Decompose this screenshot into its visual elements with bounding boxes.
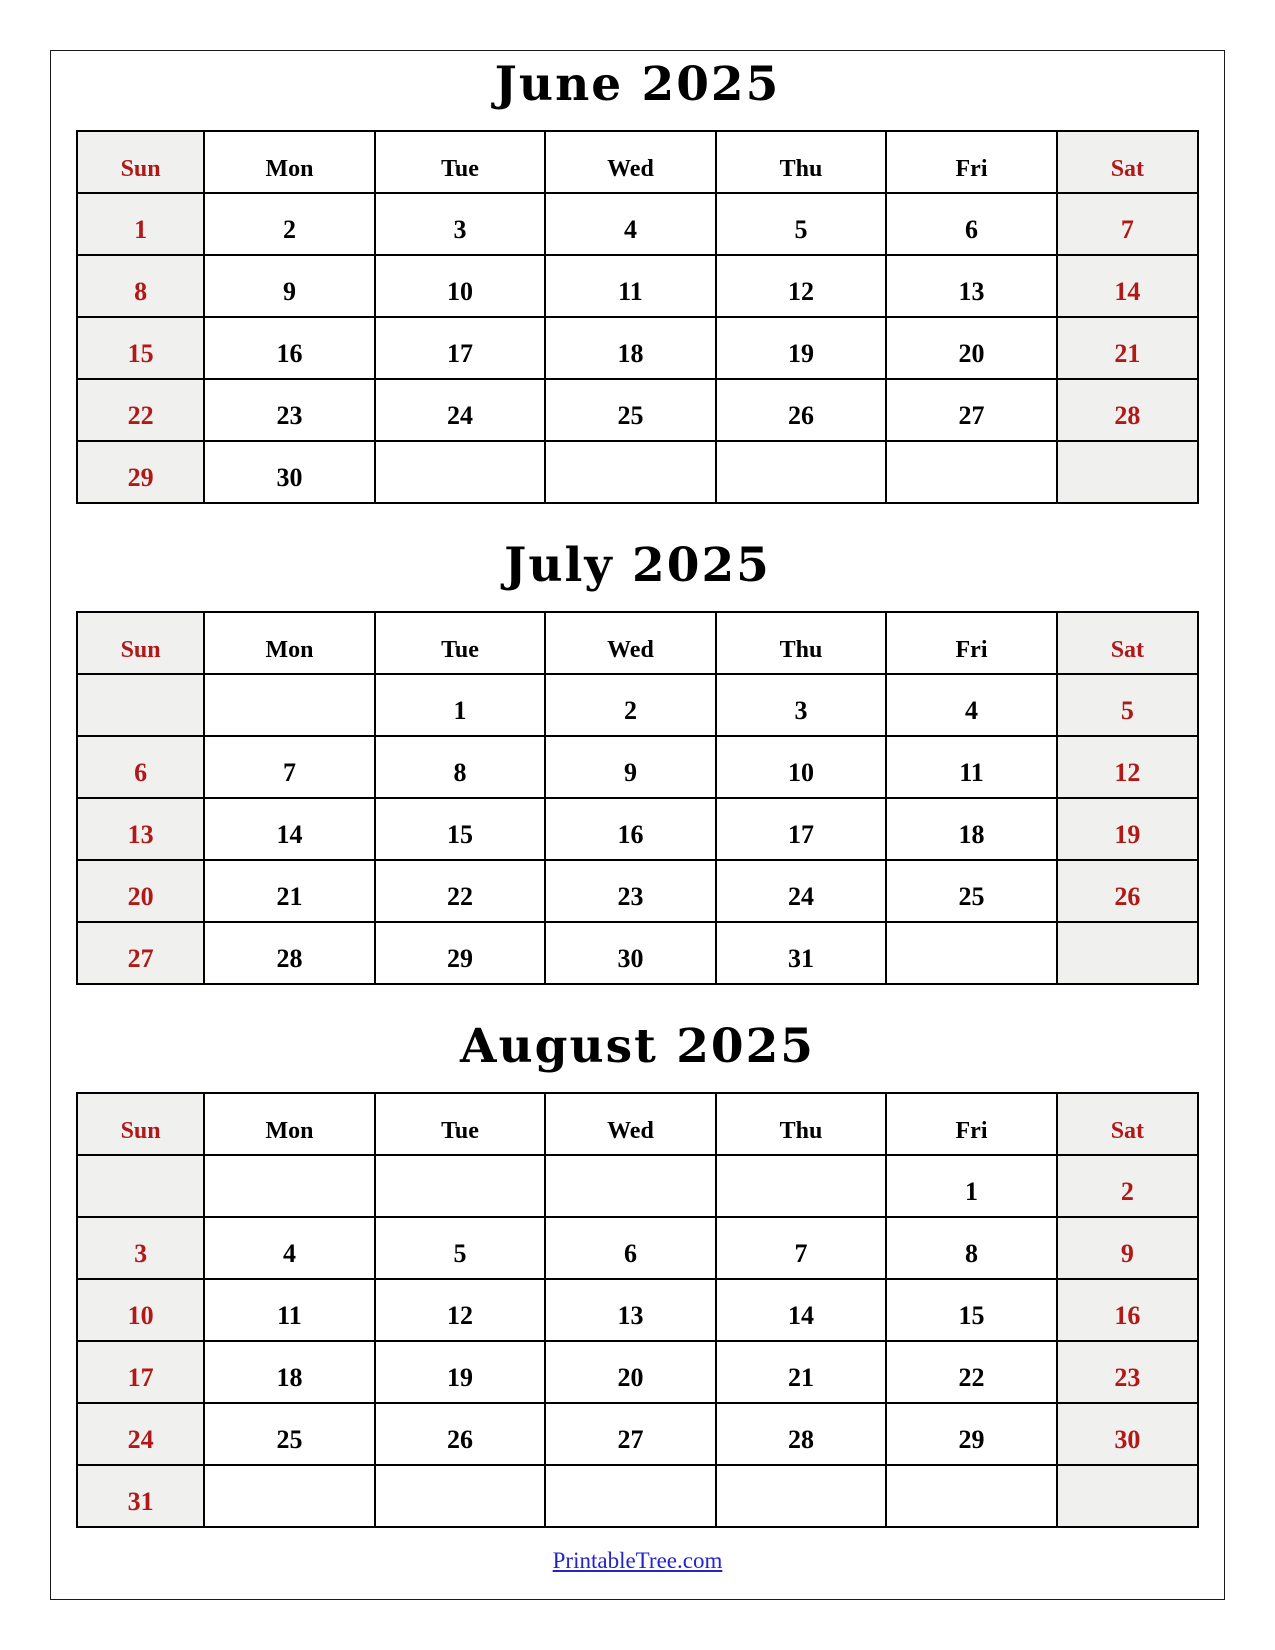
date-cell: 1	[77, 193, 204, 255]
day-header-row	[77, 612, 1198, 674]
date-cell: 25	[545, 379, 716, 441]
day-name-header-sat: Sat	[1057, 131, 1198, 193]
day-name-header-sun: Sun	[77, 612, 204, 674]
date-cell: 22	[886, 1341, 1057, 1403]
date-cell: 9	[545, 736, 716, 798]
date-cell: 20	[545, 1341, 716, 1403]
date-cell: 20	[886, 317, 1057, 379]
day-name-header-wed: Wed	[545, 131, 716, 193]
date-cell: 15	[77, 317, 204, 379]
date-cell: 12	[1057, 736, 1198, 798]
date-cell: 27	[886, 379, 1057, 441]
date-cell: 27	[545, 1403, 716, 1465]
date-cell: 22	[77, 379, 204, 441]
date-cell: 14	[204, 798, 375, 860]
day-header-row	[77, 1093, 1198, 1155]
day-name-header-thu: Thu	[716, 1093, 887, 1155]
empty-cell	[375, 1155, 546, 1217]
date-cell: 8	[375, 736, 546, 798]
date-cell: 15	[375, 798, 546, 860]
date-cell: 17	[375, 317, 546, 379]
week-row	[77, 798, 1198, 860]
calendar-table-june	[76, 130, 1199, 504]
empty-cell	[77, 1155, 204, 1217]
date-cell: 10	[77, 1279, 204, 1341]
week-row	[77, 1155, 1198, 1217]
day-name-header-wed: Wed	[545, 1093, 716, 1155]
week-row	[77, 736, 1198, 798]
empty-cell	[1057, 1465, 1198, 1527]
printabletree-link[interactable]: PrintableTree.com	[552, 1548, 723, 1573]
date-cell: 2	[545, 674, 716, 736]
date-cell: 5	[1057, 674, 1198, 736]
day-name-header-tue: Tue	[375, 131, 546, 193]
date-cell: 8	[886, 1217, 1057, 1279]
empty-cell	[375, 441, 546, 503]
date-cell: 25	[886, 860, 1057, 922]
date-cell: 28	[1057, 379, 1198, 441]
date-cell: 15	[886, 1279, 1057, 1341]
date-cell: 18	[545, 317, 716, 379]
date-cell: 24	[375, 379, 546, 441]
date-cell: 26	[716, 379, 887, 441]
date-cell: 3	[77, 1217, 204, 1279]
date-cell: 9	[204, 255, 375, 317]
date-cell: 2	[204, 193, 375, 255]
date-cell: 28	[204, 922, 375, 984]
date-cell: 13	[77, 798, 204, 860]
day-name-header-tue: Tue	[375, 1093, 546, 1155]
empty-cell	[204, 1465, 375, 1527]
date-cell: 16	[545, 798, 716, 860]
month-section-july	[51, 538, 1224, 985]
empty-cell	[886, 441, 1057, 503]
day-name-header-sat: Sat	[1057, 1093, 1198, 1155]
date-cell: 5	[716, 193, 887, 255]
day-name-header-mon: Mon	[204, 612, 375, 674]
week-row	[77, 922, 1198, 984]
empty-cell	[886, 922, 1057, 984]
empty-cell	[545, 1155, 716, 1217]
empty-cell	[716, 1155, 887, 1217]
date-cell: 22	[375, 860, 546, 922]
week-row	[77, 441, 1198, 503]
date-cell: 11	[204, 1279, 375, 1341]
week-row	[77, 1279, 1198, 1341]
calendar-table-august	[76, 1092, 1199, 1528]
date-cell: 4	[204, 1217, 375, 1279]
footer	[51, 1548, 1224, 1574]
date-cell: 7	[1057, 193, 1198, 255]
date-cell: 4	[545, 193, 716, 255]
date-cell: 27	[77, 922, 204, 984]
date-cell: 24	[716, 860, 887, 922]
date-cell: 18	[204, 1341, 375, 1403]
date-cell: 3	[716, 674, 887, 736]
empty-cell	[545, 1465, 716, 1527]
week-row	[77, 1403, 1198, 1465]
week-row	[77, 379, 1198, 441]
date-cell: 31	[77, 1465, 204, 1527]
date-cell: 3	[375, 193, 546, 255]
date-cell: 20	[77, 860, 204, 922]
day-name-header-mon: Mon	[204, 131, 375, 193]
date-cell: 14	[1057, 255, 1198, 317]
date-cell: 13	[886, 255, 1057, 317]
week-row	[77, 860, 1198, 922]
week-row	[77, 255, 1198, 317]
date-cell: 19	[1057, 798, 1198, 860]
date-cell: 23	[545, 860, 716, 922]
date-cell: 29	[77, 441, 204, 503]
date-cell: 30	[204, 441, 375, 503]
empty-cell	[1057, 441, 1198, 503]
date-cell: 7	[716, 1217, 887, 1279]
empty-cell	[204, 1155, 375, 1217]
date-cell: 7	[204, 736, 375, 798]
date-cell: 29	[375, 922, 546, 984]
date-cell: 6	[886, 193, 1057, 255]
date-cell: 21	[1057, 317, 1198, 379]
date-cell: 6	[545, 1217, 716, 1279]
date-cell: 1	[375, 674, 546, 736]
day-header-row	[77, 131, 1198, 193]
date-cell: 23	[204, 379, 375, 441]
date-cell: 1	[886, 1155, 1057, 1217]
date-cell: 12	[716, 255, 887, 317]
week-row	[77, 1341, 1198, 1403]
date-cell: 16	[1057, 1279, 1198, 1341]
date-cell: 19	[716, 317, 887, 379]
empty-cell	[716, 441, 887, 503]
date-cell: 8	[77, 255, 204, 317]
date-cell: 11	[545, 255, 716, 317]
day-name-header-sun: Sun	[77, 1093, 204, 1155]
day-name-header-thu: Thu	[716, 612, 887, 674]
date-cell: 12	[375, 1279, 546, 1341]
date-cell: 21	[204, 860, 375, 922]
empty-cell	[375, 1465, 546, 1527]
date-cell: 17	[77, 1341, 204, 1403]
date-cell: 5	[375, 1217, 546, 1279]
day-name-header-fri: Fri	[886, 131, 1057, 193]
date-cell: 30	[1057, 1403, 1198, 1465]
day-name-header-sun: Sun	[77, 131, 204, 193]
week-row	[77, 193, 1198, 255]
date-cell: 10	[375, 255, 546, 317]
day-name-header-fri: Fri	[886, 612, 1057, 674]
date-cell: 14	[716, 1279, 887, 1341]
date-cell: 31	[716, 922, 887, 984]
empty-cell	[77, 674, 204, 736]
day-name-header-thu: Thu	[716, 131, 887, 193]
date-cell: 23	[1057, 1341, 1198, 1403]
week-row	[77, 1217, 1198, 1279]
week-row	[77, 674, 1198, 736]
empty-cell	[204, 674, 375, 736]
day-name-header-sat: Sat	[1057, 612, 1198, 674]
month-title-august: August 2025	[459, 1019, 816, 1074]
date-cell: 16	[204, 317, 375, 379]
date-cell: 24	[77, 1403, 204, 1465]
date-cell: 29	[886, 1403, 1057, 1465]
empty-cell	[716, 1465, 887, 1527]
date-cell: 4	[886, 674, 1057, 736]
day-name-header-wed: Wed	[545, 612, 716, 674]
week-row	[77, 1465, 1198, 1527]
month-title-july: July 2025	[504, 538, 771, 593]
date-cell: 2	[1057, 1155, 1198, 1217]
empty-cell	[886, 1465, 1057, 1527]
day-name-header-fri: Fri	[886, 1093, 1057, 1155]
date-cell: 25	[204, 1403, 375, 1465]
date-cell: 18	[886, 798, 1057, 860]
date-cell: 10	[716, 736, 887, 798]
day-name-header-mon: Mon	[204, 1093, 375, 1155]
date-cell: 6	[77, 736, 204, 798]
week-row	[77, 317, 1198, 379]
date-cell: 30	[545, 922, 716, 984]
date-cell: 17	[716, 798, 887, 860]
date-cell: 9	[1057, 1217, 1198, 1279]
day-name-header-tue: Tue	[375, 612, 546, 674]
month-section-june	[51, 57, 1224, 504]
month-title-june: June 2025	[494, 57, 781, 112]
date-cell: 11	[886, 736, 1057, 798]
month-section-august	[51, 1019, 1224, 1528]
date-cell: 28	[716, 1403, 887, 1465]
date-cell: 26	[375, 1403, 546, 1465]
calendar-table-july	[76, 611, 1199, 985]
date-cell: 21	[716, 1341, 887, 1403]
date-cell: 19	[375, 1341, 546, 1403]
empty-cell	[1057, 922, 1198, 984]
date-cell: 13	[545, 1279, 716, 1341]
page-frame	[50, 50, 1225, 1600]
date-cell: 26	[1057, 860, 1198, 922]
empty-cell	[545, 441, 716, 503]
